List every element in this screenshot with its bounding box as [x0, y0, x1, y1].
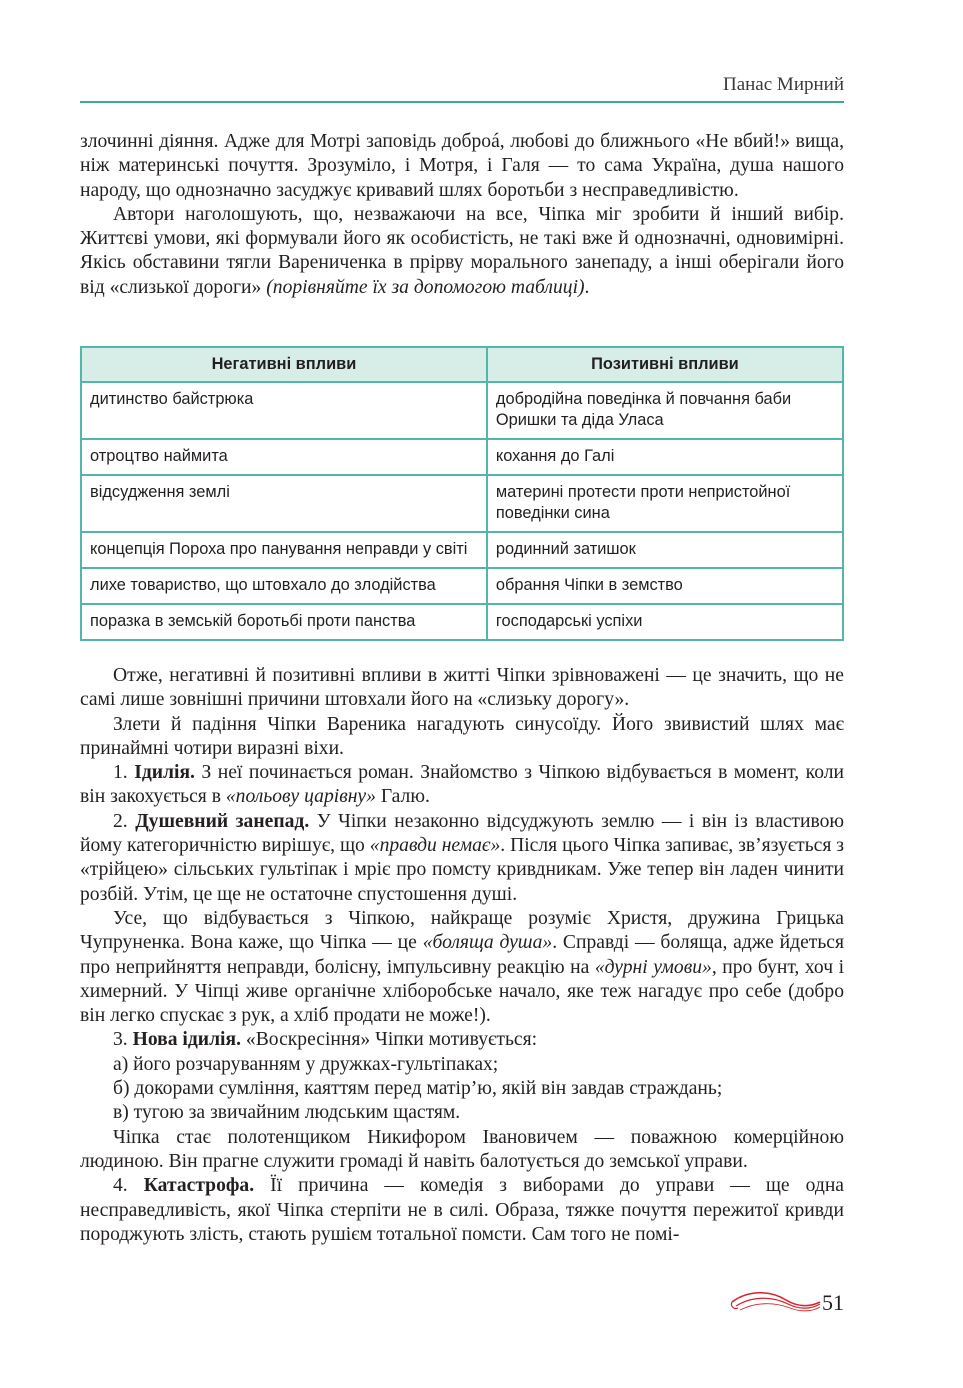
- paragraph: Чіпка стає полотенщиком Никифором Івановичем — поважною комерційною людиною. Він прагне служити громаді й навіть балотується до земської управи.: [80, 1126, 844, 1172]
- paragraph: в) тугою за звичайним людським щастям.: [113, 1102, 461, 1124]
- page-ornament-icon: [730, 1288, 822, 1318]
- negative-influence-cell: відсудження землі: [81, 475, 487, 532]
- paragraph: 4. Катастрофа. Її причина — комедія з виборами до управи — ще одна несправедливість, якої Чіпка стерпіти не в силі. Образа, тяжке почуття пережитої кривди породжують злість, стають рушієм тотальної помсти. Сам того не помі-: [80, 1175, 845, 1245]
- table-row: [81, 604, 843, 640]
- paragraph: Усе, що відбувається з Чіпкою, найкраще розуміє Христя, дружина Грицька Чупруненка. Вона каже, що Чіпка — це «болящa душа». Справді — боляща, адже йдеться про неприйняття неправди, болісну, імпульсивну реакцію на «дурні умови», про бунт, хоч і химерний. У Чіпці живе органічне хліборобське начало, яке теж нагадує про себе (добро він легко спускає з рук, а хліб продати не може!).: [80, 907, 845, 1027]
- paragraph: 1. Ідилія. З неї починається роман. Знайомство з Чіпкою відбувається в момент, коли він закохується в «польову царівну» Галю.: [80, 762, 845, 808]
- table-row: [81, 475, 843, 532]
- paragraph: б) докорами сумління, каяттям перед матір’ю, якій він завдав страждань;: [113, 1078, 723, 1100]
- table-row: [81, 568, 843, 604]
- positive-influence-cell: кохання до Галі: [487, 439, 843, 475]
- paragraph: Злети й падіння Чіпки Вареника нагадують синусоїду. Його звивистий шлях має принаймні чотири виразні віхи.: [80, 713, 844, 759]
- page-number: 51: [822, 1290, 844, 1315]
- positive-influence-cell: материні протести проти непристойної поведінки сина: [487, 475, 843, 532]
- table-row: [81, 382, 843, 439]
- paragraph: а) його розчаруванням у дружках-гультіпаках;: [113, 1053, 499, 1075]
- negative-influence-cell: концепція Пороха про панування неправди у світі: [81, 532, 487, 568]
- table-row: [81, 439, 843, 475]
- paragraph: злочинні діяння. Адже для Мотрі заповідь доброá, любові до ближнього «Не вбий!» вища, ніж материнські почуття. Зрозуміло, і Мотря, і Галя — то сама Україна, душа нашого народу, що однозначно засуджує кривавий шлях боротьби з несправедливістю.: [80, 131, 844, 201]
- table-header-row: [81, 347, 843, 382]
- positive-influence-cell: родинний затишок: [487, 532, 843, 568]
- paragraph: 3. Нова ідилія. «Воскресіння» Чіпки мотивується:: [113, 1029, 538, 1051]
- paragraph: Отже, негативні й позитивні впливи в житті Чіпки зрівноважені — це значить, що не самі лише зовнішні причини штовхали його на «слизьку дорогу».: [80, 665, 844, 711]
- table-header-positive: Позитивні впливи: [487, 347, 843, 382]
- positive-influence-cell: господарські успіхи: [487, 604, 843, 640]
- influence-table: [80, 346, 844, 641]
- table-row: [81, 532, 843, 568]
- paragraph: Автори наголошують, що, незважаючи на все, Чіпка міг зробити й інший вибір. Життєві умови, які формували його як особистість, не такі вже й однозначні, одновимірні. Якісь обставини тягли Варениченка в прірву морального занепаду, а інші оберігали його від «слизької дороги» (порівняйте їх за допомогою таблиці).: [80, 203, 844, 298]
- negative-influence-cell: поразка в земській боротьбі проти панства: [81, 604, 487, 640]
- positive-influence-cell: обрання Чіпки в земство: [487, 568, 843, 604]
- positive-influence-cell: добродійна поведінка й повчання баби Оришки та діда Уласа: [487, 382, 843, 439]
- text-block-bottom: [80, 664, 844, 1247]
- table-header-negative: Негативні впливи: [81, 347, 487, 382]
- text-block-top: [80, 130, 844, 300]
- header-rule: [80, 101, 844, 103]
- negative-influence-cell: лихе товариство, що штовхало до злодійства: [81, 568, 487, 604]
- negative-influence-cell: дитинство байстрюка: [81, 382, 487, 439]
- running-title: Панас Мирний: [722, 74, 844, 95]
- negative-influence-cell: отроцтво наймита: [81, 439, 487, 475]
- paragraph: 2. Душевний занепад. У Чіпки незаконно відсуджують землю — і він із властивою йому категоричністю вирішує, що «правди немає». Після цього Чіпка запиває, зв’язується з «трійцею» сільських гультіпак і мріє про помсту кривдникам. Уже тепер він ладен чинити розбій. Утім, це ще не остаточне спустошення душі.: [80, 810, 845, 905]
